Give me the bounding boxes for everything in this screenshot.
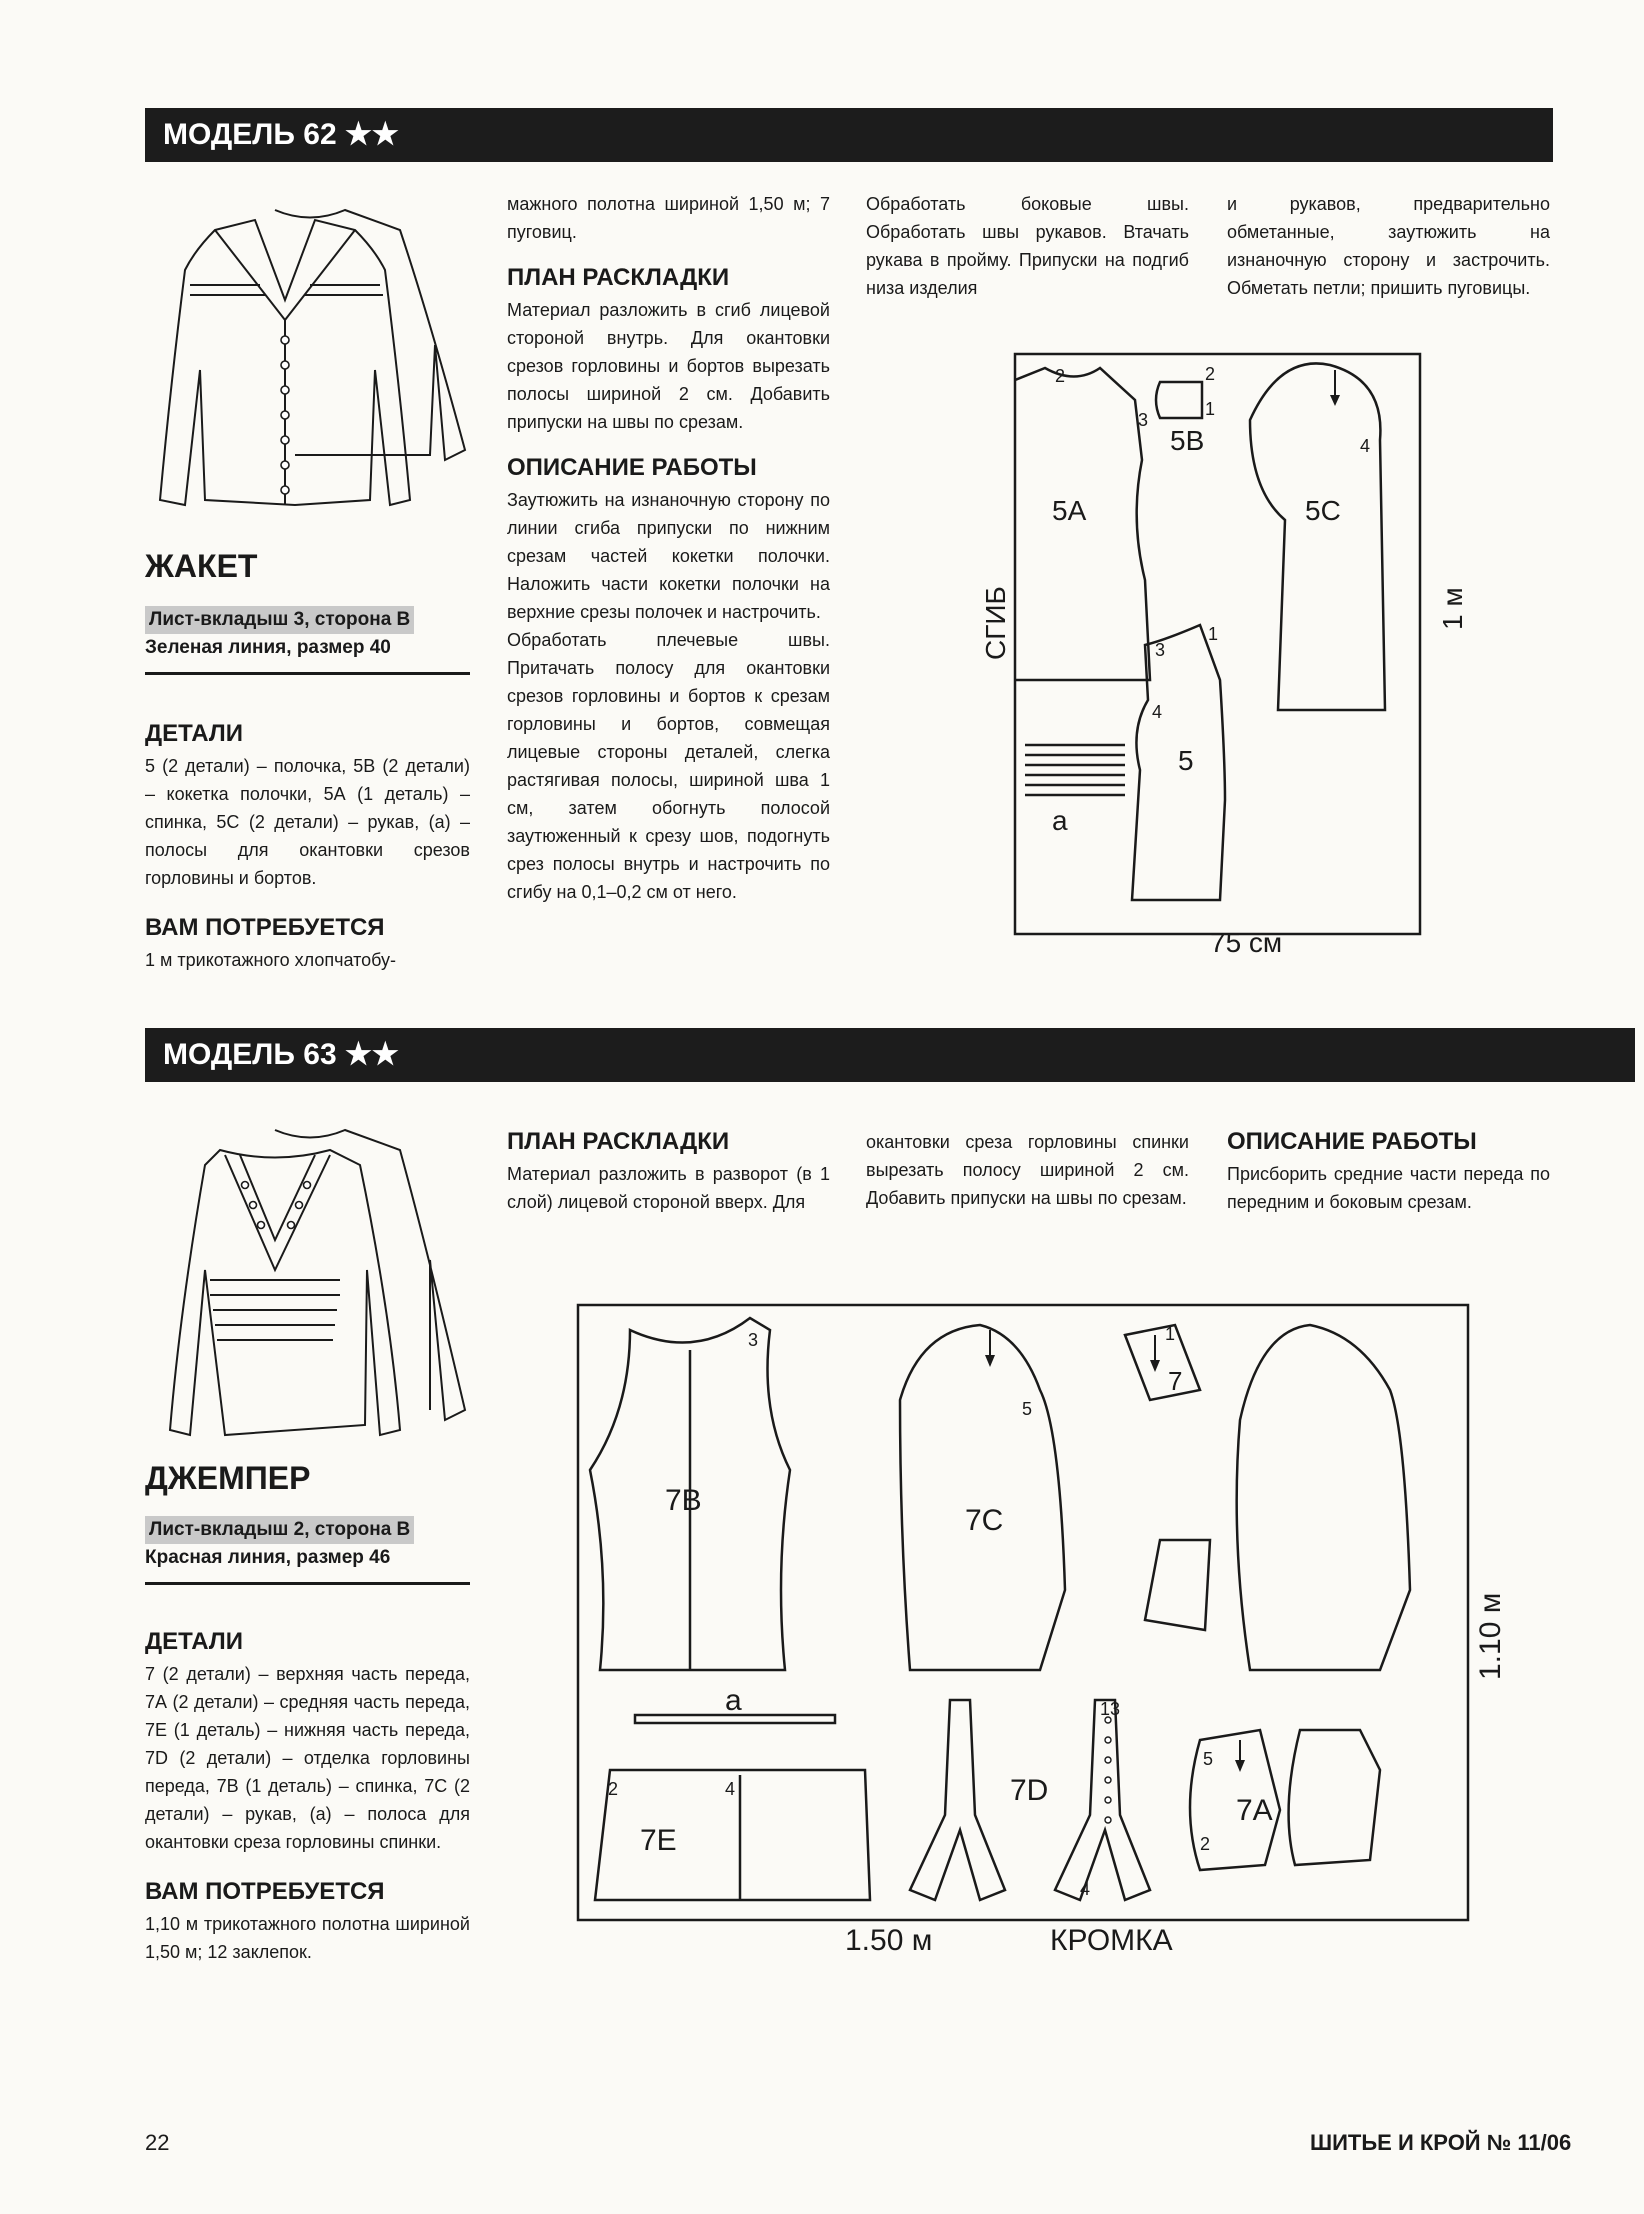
notch-4-7d: 4: [1080, 1879, 1091, 1899]
notch-1-part7: 1: [1165, 1324, 1176, 1344]
model62-plan-head: ПЛАН РАСКЛАДКИ: [507, 264, 730, 291]
piece-7b-label: 7В: [665, 1484, 702, 1517]
model63-details: 7 (2 детали) – верхняя часть переда, 7А (2 детали) – средняя часть переда, 7Е (1 деталь) – нижняя часть переда, 7D (2 детали) – отделка горловины переда, 7В (1 деталь) – спинка, 7С (2 детали) – рукав, (а) – полоса для окантовки среза горловины спинки.: [145, 1664, 470, 1852]
notch-5-sleeve: 5: [1022, 1399, 1033, 1419]
model62-col3: [866, 190, 1189, 302]
piece-5a-label: 5А: [1052, 495, 1087, 526]
model62-line: Зеленая линия, размер 40: [145, 637, 391, 658]
model62-banner: [145, 108, 1553, 162]
magazine-issue: ШИТЬЕ И КРОЙ № 11/06: [1310, 2130, 1572, 2155]
model63-banner: [145, 1028, 1635, 1082]
fabric-width-label-63: 1.50 м: [845, 1924, 933, 1957]
model62-work-3: Обработать боковые швы. Обработать швы рукавов. Втачать рукава в пройму. Припуски на подгиб низа изделия: [866, 194, 1189, 298]
grain-arrow-head-7a: [1235, 1760, 1245, 1772]
model63-sheet: Лист-вкладыш 2, сторона В: [145, 1516, 414, 1544]
model62-work-head: ОПИСАНИЕ РАБОТЫ: [507, 454, 757, 481]
model63-details-head: ДЕТАЛИ: [145, 1628, 243, 1655]
model62-details: 5 (2 детали) – полочка, 5В (2 детали) – кокетка полочки, 5А (1 деталь) – спинка, 5С (2 детали) – рукав, (а) – полосы для окантовки срезов горловины и бортов.: [145, 756, 470, 888]
notch-3-yoke: 3: [1138, 410, 1149, 430]
model62-title: ЖАКЕТ: [145, 548, 258, 584]
fold-label: СГИБ: [980, 586, 1011, 660]
piece-a-label-63: а: [725, 1684, 742, 1717]
model62-layout-diagram: [980, 340, 1468, 960]
fabric-length-label-63: 1.10 м: [1474, 1592, 1507, 1680]
model63-plan: Материал разложить в разворот (в 1 слой) лицевой стороной вверх. Для: [507, 1164, 830, 1212]
model63-title: ДЖЕМПЕР: [145, 1460, 311, 1496]
piece-5-label: 5: [1178, 745, 1194, 776]
notch-4-front: 4: [1152, 702, 1163, 722]
piece-a-label: а: [1052, 805, 1068, 836]
model63-need-head: ВАМ ПОТРЕБУЕТСЯ: [145, 1878, 385, 1905]
model62-work-2: Обработать плечевые швы. Притачать полосу для окантовки срезов горловины и бортов к срезам горловины и бортов, совмещая лицевые стороны деталей, слегка растягивая полосы, шириной шва 1 см, затем обогнуть полосой заутюженный к срезу шов, подогнуть срез полосы внутрь и настрочить по сгибу на 0,1–0,2 см от него.: [507, 630, 830, 902]
jumper-illustration: [145, 1110, 475, 1450]
model63-col3: [866, 1128, 1189, 1212]
model62-col1: [145, 710, 470, 974]
notch-3-front: 3: [1155, 640, 1166, 660]
model63-rule: [145, 1582, 470, 1585]
model63-layout-diagram: [560, 1290, 1520, 1970]
model63-work: Присборить средние части переда по передним и боковым срезам.: [1227, 1164, 1550, 1212]
notch-3-back: 3: [748, 1330, 759, 1350]
piece-7d-label: 7D: [1010, 1774, 1049, 1807]
notch-2-7a: 2: [1200, 1834, 1211, 1854]
notch-4-7e: 4: [725, 1779, 736, 1799]
piece-7c-label: 7С: [965, 1504, 1004, 1537]
model63-plan-2: окантовки среза горловины спинки вырезать полосу шириной 2 см. Добавить припуски на швы по срезам.: [866, 1132, 1189, 1208]
notch-4-sleeve: 4: [1360, 436, 1371, 456]
piece-5b-label: 5В: [1170, 425, 1205, 456]
model63-line: Красная линия, размер 46: [145, 1547, 391, 1568]
piece-5c-label: 5С: [1305, 495, 1341, 526]
fabric-rect-63: [578, 1305, 1468, 1920]
page-number: 22: [145, 2130, 170, 2155]
notch-2-yoke: 2: [1205, 364, 1216, 384]
piece-7e-label: 7Е: [640, 1824, 677, 1857]
selvage-label: КРОМКА: [1050, 1924, 1173, 1957]
notch-1-yoke: 1: [1205, 399, 1216, 419]
model62-banner-text: МОДЕЛЬ 62 ★★: [163, 118, 399, 151]
notch-13-7d: 13: [1100, 1699, 1121, 1719]
model62-need-head: ВАМ ПОТРЕБУЕТСЯ: [145, 914, 385, 941]
model63-col1: [145, 1618, 470, 1966]
grain-arrow-head-5c: [1330, 395, 1340, 406]
piece-7-label: 7: [1168, 1366, 1183, 1396]
model63-col2: [507, 1118, 830, 1216]
grain-arrow-head-7: [1150, 1360, 1160, 1372]
notch-2-back: 2: [1055, 366, 1066, 386]
piece-7a-label: 7А: [1236, 1794, 1273, 1827]
model62-col4: [1227, 190, 1550, 302]
model62-rule: [145, 672, 470, 675]
model62-col2: [507, 190, 830, 906]
notch-5-7a: 5: [1203, 1749, 1214, 1769]
model62-sheet: Лист-вкладыш 3, сторона В: [145, 606, 414, 634]
model63-col4: [1227, 1118, 1550, 1216]
jacket-illustration: [145, 190, 475, 520]
grain-arrow-head-7c: [985, 1355, 995, 1367]
model63-work-head: ОПИСАНИЕ РАБОТЫ: [1227, 1128, 1477, 1155]
model62-plan: Материал разложить в сгиб лицевой стороной внутрь. Для окантовки срезов горловины и бортов вырезать полосы шириной 2 см. Добавить припуски на швы по срезам.: [507, 300, 830, 432]
fabric-length-label: 1 м: [1437, 587, 1468, 630]
model62-need-b: мажного полотна шириной 1,50 м; 7 пуговиц.: [507, 194, 830, 242]
model63-need: 1,10 м трикотажного полотна шириной 1,50 м; 12 заклепок.: [145, 1914, 470, 1962]
model62-need-a: 1 м трикотажного хлопчатобу-: [145, 950, 397, 970]
model63-banner-text: МОДЕЛЬ 63 ★★: [163, 1038, 399, 1071]
notch-1-front: 1: [1208, 624, 1219, 644]
fabric-width-label: 75 см: [1210, 927, 1283, 958]
model63-plan-head: ПЛАН РАСКЛАДКИ: [507, 1128, 730, 1155]
model62-work-1: Заутюжить на изнаночную сторону по линии сгиба припуски по нижним срезам частей кокетки полочки. Наложить части кокетки полочки на верхние срезы полочек и настрочить.: [507, 490, 830, 622]
model62-details-head: ДЕТАЛИ: [145, 720, 243, 747]
notch-2-7e: 2: [608, 1779, 619, 1799]
model62-work-4: и рукавов, предварительно обметанные, заутюжить на изнаночную сторону и застрочить. Обметать петли; пришить пуговицы.: [1227, 194, 1550, 298]
